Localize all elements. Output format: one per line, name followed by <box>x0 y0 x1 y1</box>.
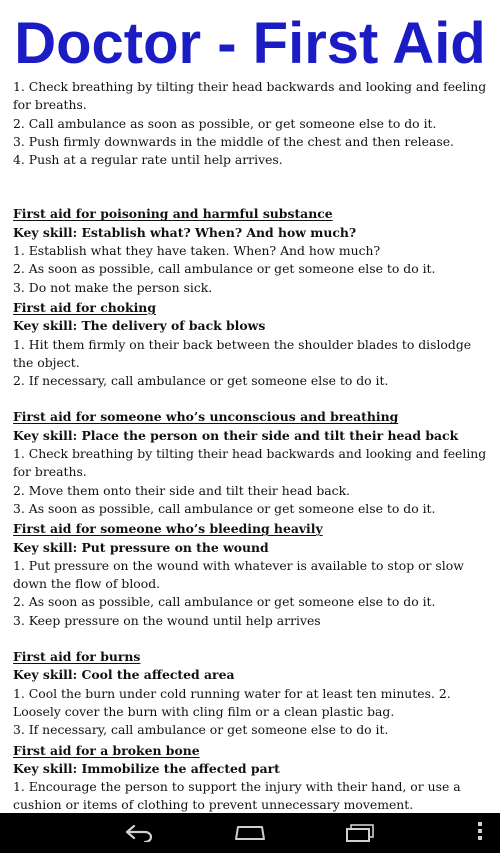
section-broken-bone <box>13 742 490 814</box>
section-title: First aid for burns <box>13 649 141 665</box>
intro-steps <box>13 78 490 169</box>
section-unconscious <box>13 408 490 518</box>
step-text: 1. Check breathing by tilting their head backwards and looking and feeling for breaths. <box>13 446 487 480</box>
section-title: First aid for choking <box>13 299 156 315</box>
step-text: 1. Establish what they have taken. When? And how much? <box>13 243 381 259</box>
back-button[interactable] <box>110 813 170 853</box>
key-skill: Key skill: Establish what? When? And how much? <box>13 224 357 240</box>
step-text: 3. As soon as possible, call ambulance or get someone else to do it. <box>13 500 436 516</box>
recent-apps-icon <box>345 824 375 842</box>
section-title: First aid for someone who’s bleeding heavily <box>13 521 323 537</box>
key-skill: Key skill: Cool the affected area <box>13 667 235 683</box>
section-burns <box>13 648 490 739</box>
step-text: 3. Do not make the person sick. <box>13 279 213 295</box>
step-text: 2. Move them onto their side and tilt their head back. <box>13 482 351 498</box>
app-title: Doctor - First Aid <box>14 11 486 76</box>
overflow-menu-icon <box>477 821 483 845</box>
section-choking <box>13 299 490 390</box>
back-arrow-icon <box>125 824 155 842</box>
step-text: 2. As soon as possible, call ambulance or get someone else to do it. <box>13 261 436 277</box>
step-text: 1. Encourage the person to support the injury with their hand, or use a cushion or items of clothing to prevent unnecessary movement. <box>13 779 461 813</box>
section-title: First aid for someone who’s unconscious and breathing <box>13 409 399 425</box>
step-text: 1. Check breathing by tilting their head backwards and looking and feeling for breaths. <box>13 79 487 113</box>
overflow-menu-button[interactable] <box>466 813 494 853</box>
spacer <box>13 390 490 408</box>
step-text: 2. As soon as possible, call ambulance or get someone else to do it. <box>13 594 436 610</box>
step-text: 4. Push at a regular rate until help arrives. <box>13 152 283 168</box>
section-poisoning <box>13 205 490 296</box>
key-skill: Key skill: Immobilize the affected part <box>13 760 280 776</box>
section-bleeding <box>13 520 490 630</box>
step-text: 3. Keep pressure on the wound until help arrives <box>13 612 321 628</box>
step-text: 1. Hit them firmly on their back between the shoulder blades to dislodge the object. <box>13 336 472 370</box>
key-skill: Key skill: The delivery of back blows <box>13 318 266 334</box>
recent-apps-button[interactable] <box>330 813 390 853</box>
home-icon <box>234 825 266 841</box>
step-text: 2. Call ambulance as soon as possible, or get someone else to do it. <box>13 115 437 131</box>
home-button[interactable] <box>220 813 280 853</box>
system-navigation-bar <box>0 813 500 853</box>
step-text: 3. If necessary, call ambulance or get someone else to do it. <box>13 722 389 738</box>
section-title: First aid for a broken bone <box>13 742 200 758</box>
key-skill: Key skill: Put pressure on the wound <box>13 539 269 555</box>
spacer <box>13 169 490 205</box>
step-text: 2. If necessary, call ambulance or get someone else to do it. <box>13 373 389 389</box>
section-title: First aid for poisoning and harmful substance <box>13 206 333 222</box>
step-text: 1. Cool the burn under cold running water for at least ten minutes. 2. Loosely cover the burn with cling film or a clean plastic bag. <box>13 685 451 719</box>
article-content[interactable] <box>13 78 490 813</box>
spacer <box>13 630 490 648</box>
step-text: 3. Push firmly downwards in the middle of the chest and then release. <box>13 133 454 149</box>
key-skill: Key skill: Place the person on their side and tilt their head back <box>13 427 459 443</box>
step-text: 1. Put pressure on the wound with whatever is available to stop or slow down the flow of blood. <box>13 557 464 592</box>
